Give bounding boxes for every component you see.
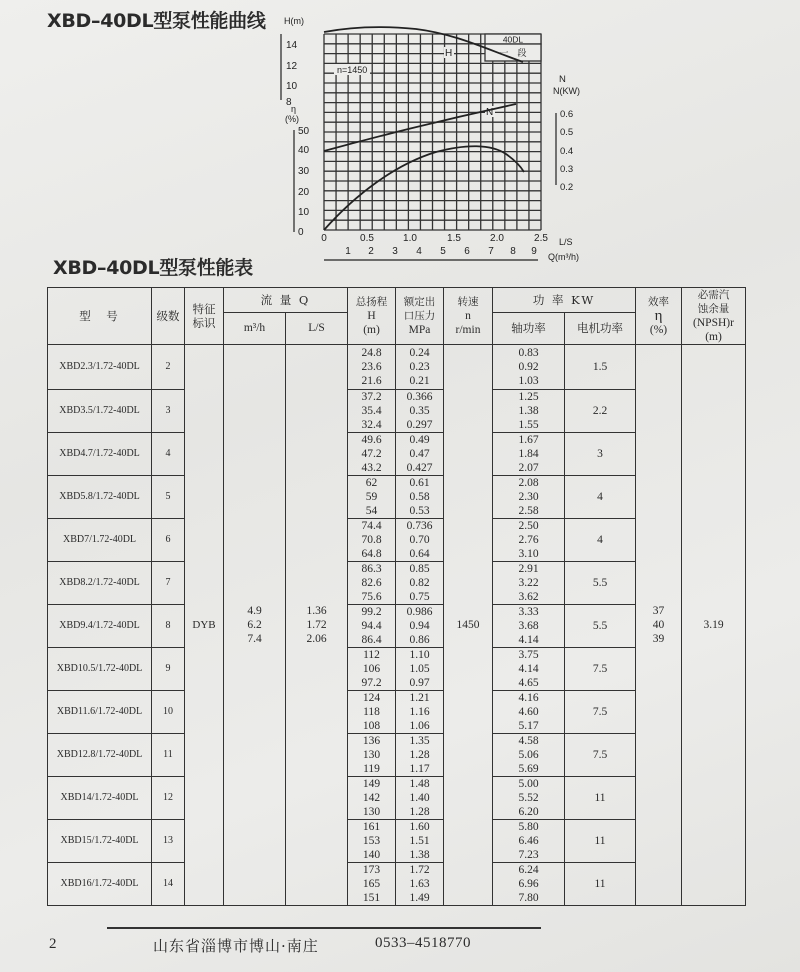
head-value: 82.6	[361, 577, 382, 589]
motor-power-cell: 5.5	[565, 605, 636, 648]
pressure-value: 1.38	[409, 849, 430, 861]
shaft-power-cell	[493, 777, 565, 820]
pressure-value: 1.72	[409, 864, 430, 876]
shaft-power-value: 5.52	[518, 792, 539, 804]
stages-cell: 9	[152, 648, 185, 691]
pressure-cell	[396, 390, 444, 433]
pressure-value: 1.17	[409, 763, 430, 775]
pressure-cell	[396, 863, 444, 906]
pressure-cell	[396, 476, 444, 519]
shaft-power-value: 4.65	[518, 677, 539, 689]
head-value: 35.4	[361, 405, 382, 417]
shaft-power-value: 5.69	[518, 763, 539, 775]
shaft-power-cell	[493, 734, 565, 777]
head-cell	[348, 433, 396, 476]
shaft-power-value: 4.14	[518, 634, 539, 646]
head-cell	[348, 476, 396, 519]
pressure-value: 0.75	[409, 591, 430, 603]
header-feature: 特征标识	[185, 288, 224, 345]
shaft-power-value: 4.58	[518, 735, 539, 747]
head-value: 70.8	[361, 534, 382, 546]
head-value: 32.4	[361, 419, 382, 431]
h-tick: 8	[286, 97, 292, 108]
head-value: 108	[362, 720, 381, 732]
model-cell: XBD11.6/1.72-40DL	[48, 691, 152, 734]
shaft-power-value: 3.68	[518, 620, 539, 632]
head-value: 24.8	[361, 347, 382, 359]
efficiency-value: 40	[652, 619, 665, 631]
eff-tick: 10	[298, 207, 310, 218]
feature-cell: DYB	[185, 345, 224, 906]
shaft-power-value: 3.22	[518, 577, 539, 589]
pressure-value: 0.47	[409, 448, 430, 460]
pressure-value: 0.21	[409, 375, 430, 387]
ls-tick: 1.5	[447, 233, 461, 244]
q-tick: 5	[440, 246, 446, 257]
model-cell: XBD3.5/1.72-40DL	[48, 390, 152, 433]
shaft-power-value: 0.92	[518, 361, 539, 373]
efficiency-value: 37	[652, 605, 665, 617]
pressure-value: 1.21	[409, 692, 430, 704]
motor-power-cell: 1.5	[565, 345, 636, 390]
stages-cell: 2	[152, 345, 185, 390]
shaft-power-cell	[493, 433, 565, 476]
curve-label-h: H	[445, 48, 453, 59]
motor-power-cell: 5.5	[565, 562, 636, 605]
model-cell: XBD14/1.72-40DL	[48, 777, 152, 820]
head-value: 86.3	[361, 563, 382, 575]
shaft-power-value: 2.91	[518, 563, 539, 575]
pressure-value: 1.28	[409, 749, 430, 761]
head-cell	[348, 519, 396, 562]
header-model: 型 号	[48, 288, 152, 345]
motor-power-cell: 11	[565, 863, 636, 906]
shaft-power-value: 7.23	[518, 849, 539, 861]
head-value: 94.4	[361, 620, 382, 632]
header-npsh-label-2: 蚀余量	[697, 303, 730, 315]
head-cell	[348, 863, 396, 906]
header-speed-unit: r/min	[455, 324, 481, 336]
head-cell	[348, 605, 396, 648]
pressure-value: 1.05	[409, 663, 430, 675]
motor-power-cell: 7.5	[565, 734, 636, 777]
head-value: 54	[365, 505, 378, 517]
q-tick: 2	[368, 246, 374, 257]
head-value: 106	[362, 663, 381, 675]
head-cell	[348, 691, 396, 734]
table-row	[48, 345, 746, 390]
flow-m3h-value: 6.2	[247, 619, 262, 631]
footer-phone: 0533–4518770	[375, 935, 471, 951]
header-flow-ls: L/S	[286, 312, 348, 344]
n-tick: 0.6	[560, 109, 574, 120]
head-value: 21.6	[361, 375, 382, 387]
head-value: 119	[363, 763, 380, 775]
model-cell: XBD5.8/1.72-40DL	[48, 476, 152, 519]
shaft-power-value: 3.33	[518, 606, 539, 618]
head-value: 153	[362, 835, 381, 847]
header-npsh-unit: (m)	[705, 331, 722, 343]
model-cell: XBD12.8/1.72-40DL	[48, 734, 152, 777]
pressure-value: 1.35	[409, 735, 430, 747]
pressure-cell	[396, 605, 444, 648]
header-head-unit: (m)	[363, 324, 380, 336]
shaft-power-value: 4.14	[518, 663, 539, 675]
model-cell: XBD9.4/1.72-40DL	[48, 605, 152, 648]
motor-power-cell: 3	[565, 433, 636, 476]
motor-power-cell: 4	[565, 476, 636, 519]
pressure-cell	[396, 345, 444, 390]
shaft-power-cell	[493, 390, 565, 433]
pressure-value: 1.28	[409, 806, 430, 818]
pressure-cell	[396, 433, 444, 476]
h-tick: 12	[286, 61, 298, 72]
pressure-value: 0.35	[409, 405, 430, 417]
pressure-value: 0.58	[409, 491, 430, 503]
shaft-power-value: 2.58	[518, 505, 539, 517]
shaft-power-value: 1.03	[518, 375, 539, 387]
n-axis-unit: N(KW)	[553, 86, 580, 96]
pressure-value: 0.49	[409, 434, 430, 446]
eff-axis-unit: (%)	[285, 114, 299, 124]
eff-tick: 40	[298, 145, 310, 156]
table-body	[48, 345, 746, 906]
ls-tick: 2.0	[490, 233, 504, 244]
stages-cell: 5	[152, 476, 185, 519]
head-value: 149	[362, 778, 381, 790]
eff-tick: 0	[298, 227, 304, 238]
pressure-cell	[396, 777, 444, 820]
head-cell	[348, 345, 396, 390]
model-cell: XBD4.7/1.72-40DL	[48, 433, 152, 476]
header-head-symbol: H	[367, 310, 376, 322]
flow-ls-value: 1.36	[306, 605, 327, 617]
shaft-power-value: 5.00	[518, 778, 539, 790]
pressure-cell	[396, 562, 444, 605]
q-tick: 8	[510, 246, 516, 257]
pressure-value: 1.16	[409, 706, 430, 718]
shaft-power-value: 4.16	[518, 692, 539, 704]
head-value: 59	[365, 491, 378, 503]
shaft-power-value: 6.46	[518, 835, 539, 847]
head-value: 124	[362, 692, 381, 704]
pressure-cell	[396, 691, 444, 734]
flow-ls-value: 1.72	[306, 619, 327, 631]
shaft-power-value: 1.84	[518, 448, 539, 460]
efficiency-cell	[636, 345, 682, 906]
ls-tick: 0.5	[360, 233, 374, 244]
shaft-power-cell	[493, 476, 565, 519]
head-cell	[348, 390, 396, 433]
page-number: 2	[49, 936, 57, 952]
head-value: 43.2	[361, 462, 382, 474]
pressure-value: 0.53	[409, 505, 430, 517]
head-value: 151	[362, 892, 381, 904]
head-cell	[348, 820, 396, 863]
chart-grid	[324, 34, 541, 230]
shaft-power-value: 1.38	[518, 405, 539, 417]
n-tick: 0.3	[560, 164, 574, 175]
shaft-power-value: 6.24	[518, 864, 539, 876]
q-tick: 6	[464, 246, 470, 257]
table-title: XBD–40DL型泵性能表	[53, 257, 253, 279]
q-tick: 1	[345, 246, 351, 257]
header-pressure-unit: MPa	[408, 324, 431, 336]
curve-title: XBD–40DL型泵性能曲线	[47, 10, 266, 32]
head-value: 99.2	[361, 606, 382, 618]
head-value: 97.2	[361, 677, 382, 689]
head-cell	[348, 562, 396, 605]
head-value: 74.4	[361, 520, 382, 532]
shaft-power-value: 7.80	[518, 892, 539, 904]
pressure-cell	[396, 648, 444, 691]
q-tick: 7	[488, 246, 494, 257]
header-eff-symbol: η	[654, 308, 663, 324]
flow-m3h-cell	[224, 345, 286, 906]
flow-ls-value: 2.06	[306, 633, 327, 645]
shaft-power-value: 2.07	[518, 462, 539, 474]
pressure-cell	[396, 519, 444, 562]
pressure-value: 0.70	[409, 534, 430, 546]
head-value: 23.6	[361, 361, 382, 373]
shaft-power-cell	[493, 562, 565, 605]
motor-power-cell: 11	[565, 820, 636, 863]
header-speed	[444, 288, 493, 345]
motor-power-cell: 4	[565, 519, 636, 562]
pressure-value: 0.986	[406, 606, 433, 618]
pressure-value: 1.49	[409, 892, 430, 904]
pressure-value: 0.23	[409, 361, 430, 373]
header-power: 功 率 KW	[493, 288, 636, 313]
head-value: 165	[362, 878, 381, 890]
stages-cell: 13	[152, 820, 185, 863]
shaft-power-value: 6.20	[518, 806, 539, 818]
head-value: 112	[363, 649, 380, 661]
header-pressure	[396, 288, 444, 345]
ls-tick: 0	[321, 233, 327, 244]
pressure-value: 0.297	[406, 419, 433, 431]
speed-cell: 1450	[444, 345, 493, 906]
head-value: 37.2	[361, 391, 382, 403]
head-value: 47.2	[361, 448, 382, 460]
header-flow-m3h: m³/h	[224, 312, 286, 344]
head-value: 142	[362, 792, 381, 804]
shaft-power-value: 2.76	[518, 534, 539, 546]
performance-curve-chart	[276, 4, 616, 266]
eff-tick: 50	[298, 126, 310, 137]
stages-cell: 4	[152, 433, 185, 476]
header-head-label: 总扬程	[355, 296, 388, 308]
stages-cell: 14	[152, 863, 185, 906]
eff-axis-symbol: η	[291, 104, 297, 114]
pressure-cell	[396, 734, 444, 777]
head-value: 130	[362, 806, 381, 818]
pressure-value: 1.48	[409, 778, 430, 790]
head-value: 62	[365, 477, 378, 489]
q-tick: 4	[416, 246, 422, 257]
stages-cell: 10	[152, 691, 185, 734]
header-npsh-symbol: (NPSH)r	[693, 317, 734, 329]
pressure-value: 0.366	[406, 391, 433, 403]
shaft-power-value: 5.80	[518, 821, 539, 833]
head-value: 130	[362, 749, 381, 761]
shaft-power-cell	[493, 691, 565, 734]
pressure-value: 0.85	[409, 563, 430, 575]
pressure-value: 0.736	[406, 520, 433, 532]
motor-power-cell: 7.5	[565, 648, 636, 691]
header-head	[348, 288, 396, 345]
head-value: 140	[362, 849, 381, 861]
head-value: 64.8	[361, 548, 382, 560]
shaft-power-value: 5.17	[518, 720, 539, 732]
speed-label: n=1450	[337, 65, 368, 75]
q-tick: 9	[531, 246, 537, 257]
shaft-power-value: 2.30	[518, 491, 539, 503]
head-value: 86.4	[361, 634, 382, 646]
flow-m3h-value: 4.9	[247, 605, 262, 617]
header-npsh	[682, 288, 746, 345]
h-tick: 10	[286, 81, 298, 92]
flow-m3h-value: 7.4	[247, 633, 262, 645]
shaft-power-value: 5.06	[518, 749, 539, 761]
motor-power-cell: 7.5	[565, 691, 636, 734]
npsh-cell: 3.19	[682, 345, 746, 906]
stages-cell: 7	[152, 562, 185, 605]
footer-divider	[107, 927, 541, 929]
ls-unit: L/S	[559, 237, 573, 247]
header-efficiency	[636, 288, 682, 345]
head-value: 136	[362, 735, 381, 747]
header-eff-label: 效率	[648, 296, 669, 308]
pressure-value: 0.64	[409, 548, 430, 560]
head-value: 118	[363, 706, 380, 718]
h-axis-label: H(m)	[284, 16, 304, 26]
header-speed-label: 转速	[457, 296, 479, 308]
shaft-power-cell	[493, 820, 565, 863]
pressure-value: 1.06	[409, 720, 430, 732]
shaft-power-value: 4.60	[518, 706, 539, 718]
head-value: 161	[362, 821, 381, 833]
pressure-value: 1.40	[409, 792, 430, 804]
pressure-value: 0.61	[409, 477, 430, 489]
shaft-power-value: 1.55	[518, 419, 539, 431]
flow-ls-cell	[286, 345, 348, 906]
model-cell: XBD16/1.72-40DL	[48, 863, 152, 906]
pressure-value: 0.86	[409, 634, 430, 646]
q-unit: Q(m³/h)	[548, 252, 579, 262]
model-cell: XBD15/1.72-40DL	[48, 820, 152, 863]
h-tick: 14	[286, 40, 298, 51]
header-motor-power: 电机功率	[565, 312, 636, 344]
shaft-power-value: 3.62	[518, 591, 539, 603]
pressure-value: 1.63	[409, 878, 430, 890]
stages-cell: 6	[152, 519, 185, 562]
eff-tick: 30	[298, 166, 310, 177]
shaft-power-cell	[493, 648, 565, 691]
shaft-power-value: 6.96	[518, 878, 539, 890]
shaft-power-value: 1.25	[518, 391, 539, 403]
header-pressure-label-2: 口压力	[403, 310, 436, 322]
efficiency-curve	[324, 146, 524, 230]
header-flow: 流 量 Q	[224, 288, 348, 313]
pressure-value: 0.427	[406, 462, 433, 474]
n-tick: 0.4	[560, 146, 574, 157]
pressure-value: 0.82	[409, 577, 430, 589]
stages-cell: 11	[152, 734, 185, 777]
header-npsh-label-1: 必需汽	[697, 289, 730, 301]
head-cell	[348, 734, 396, 777]
shaft-power-cell	[493, 605, 565, 648]
model-cell: XBD10.5/1.72-40DL	[48, 648, 152, 691]
n-tick: 0.5	[560, 127, 574, 138]
ls-tick: 1.0	[403, 233, 417, 244]
n-tick: 0.2	[560, 182, 574, 193]
motor-power-cell: 2.2	[565, 390, 636, 433]
q-tick: 3	[392, 246, 398, 257]
shaft-power-value: 3.75	[518, 649, 539, 661]
stages-cell: 3	[152, 390, 185, 433]
stages-cell: 12	[152, 777, 185, 820]
head-cell	[348, 648, 396, 691]
shaft-power-value: 2.08	[518, 477, 539, 489]
n-axis-label: N	[559, 74, 566, 85]
motor-power-cell: 11	[565, 777, 636, 820]
shaft-power-value: 2.50	[518, 520, 539, 532]
header-shaft-power: 轴功率	[493, 312, 565, 344]
pressure-cell	[396, 820, 444, 863]
shaft-power-cell	[493, 863, 565, 906]
pressure-value: 1.60	[409, 821, 430, 833]
legend-stage: 一 段	[499, 49, 527, 59]
shaft-power-cell	[493, 519, 565, 562]
head-value: 173	[362, 864, 381, 876]
curve-label-n: N	[486, 107, 494, 118]
head-value: 49.6	[361, 434, 382, 446]
shaft-power-value: 1.67	[518, 434, 539, 446]
header-pressure-label-1: 额定出	[403, 296, 436, 308]
head-cell	[348, 777, 396, 820]
header-stages: 级数	[152, 288, 185, 345]
pressure-value: 0.24	[409, 347, 430, 359]
model-cell: XBD8.2/1.72-40DL	[48, 562, 152, 605]
head-value: 75.6	[361, 591, 382, 603]
stages-cell: 8	[152, 605, 185, 648]
pressure-value: 0.94	[409, 620, 430, 632]
pressure-value: 0.97	[409, 677, 430, 689]
footer-address: 山东省淄博市博山·南庄	[153, 937, 319, 955]
efficiency-value: 39	[652, 633, 665, 645]
shaft-power-value: 0.83	[518, 347, 539, 359]
performance-table	[47, 287, 746, 906]
model-cell: XBD7/1.72-40DL	[48, 519, 152, 562]
header-speed-symbol: n	[465, 310, 471, 322]
pressure-value: 1.10	[409, 649, 430, 661]
model-cell: XBD2.3/1.72-40DL	[48, 345, 152, 390]
eff-tick: 20	[298, 187, 310, 198]
ls-tick: 2.5	[534, 233, 548, 244]
header-eff-unit: (%)	[649, 324, 668, 336]
pressure-value: 1.51	[409, 835, 430, 847]
shaft-power-value: 3.10	[518, 548, 539, 560]
shaft-power-cell	[493, 345, 565, 390]
legend-model: 40DL	[502, 34, 524, 45]
